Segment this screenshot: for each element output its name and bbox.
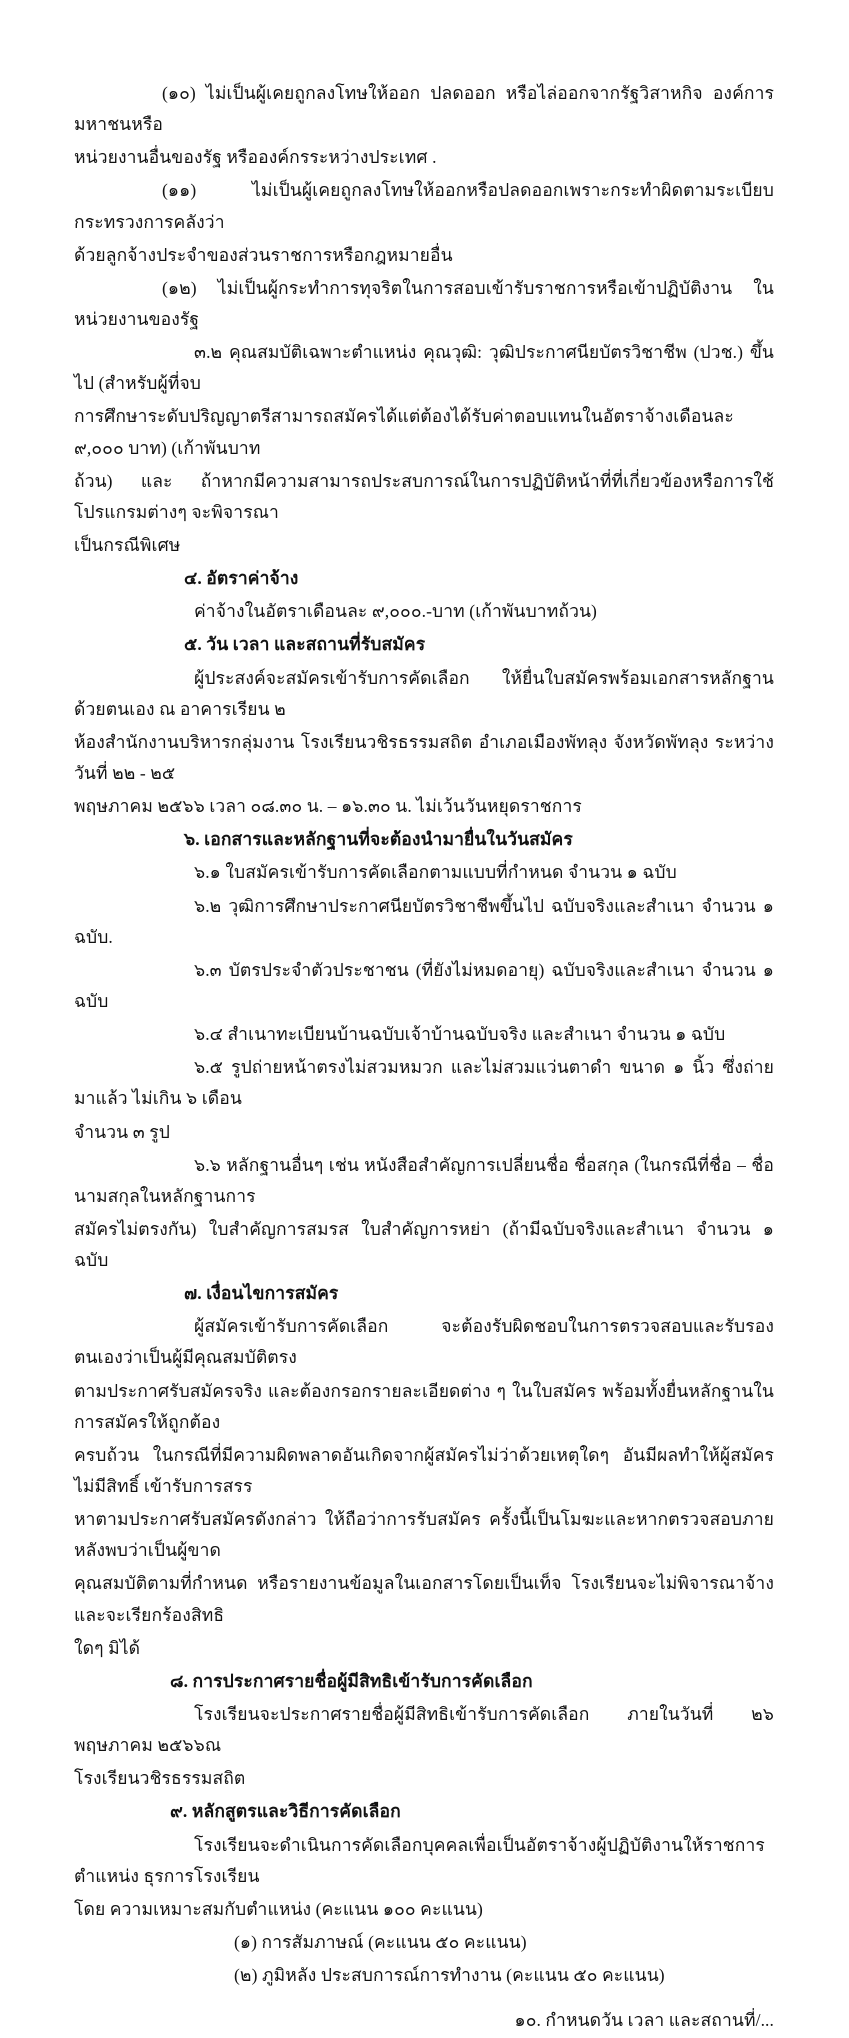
section-7-body-4: หาตามประกาศรับสมัครดังกล่าว ให้ถือว่าการรับสมัคร ครั้งนี้เป็นโมฆะและหากตรวจสอบภายหลังพบว่าเป็นผู้ขาด <box>74 1509 774 1561</box>
paragraph-item-11: (๑๑) ไม่เป็นผู้เคยถูกลงโทษให้ออกหรือปลดออกเพราะกระทำผิดตามระเบียบ กระทรวงการคลังว่า <box>74 180 774 232</box>
section-9-body-1: โรงเรียนจะดำเนินการคัดเลือกบุคคลเพื่อเป็นอัตราจ้างผู้ปฏิบัติงานให้ราชการ ตำแหน่ง ธุรการโรงเรียน <box>74 1834 765 1886</box>
section-7-body-3: ครบถ้วน ในกรณีที่มีความผิดพลาดอันเกิดจากผู้สมัครไม่ว่าด้วยเหตุใดๆ อันมีผลทำให้ผู้สมัครไม่มีสิทธิ์ เข้ารับการสรร <box>74 1444 774 1497</box>
section-5-heading: ๕. วัน เวลา และสถานที่รับสมัคร <box>184 634 426 655</box>
section-4-body: ค่าจ้างในอัตราเดือนละ ๙,๐๐๐.-บาท (เก้าพันบาทถ้วน) <box>194 601 597 622</box>
paragraph-item-10: (๑๐) ไม่เป็นผู้เคยถูกลงโทษให้ออก ปลดออก หรือไล่ออกจากรัฐวิสาหกิจ องค์การ มหาชนหรือ <box>74 83 774 135</box>
paragraph-item-3-2-cont-1: การศึกษาระดับปริญญาตรีสามารถสมัครได้แต่ต้องได้รับค่าตอบแทนในอัตราจ้างเดือนละ ๙,๐๐๐ บาท) (เก้าพันบาท <box>74 406 734 458</box>
paragraph-item-3-2-cont-2: ถ้วน) และ ถ้าหากมีความสามารถประสบการณ์ในการปฏิบัติหน้าที่ที่เกี่ยวข้องหรือการใช้โปรแกรมต่างๆ จะพิจารณา <box>74 470 774 522</box>
section-6-heading: ๖. เอกสารและหลักฐานที่จะต้องนำมายื่นในวันสมัคร <box>184 829 573 850</box>
section-6-item-6-cont: สมัครไม่ตรงกัน) ใบสำคัญการสมรส ใบสำคัญการหย่า (ถ้ามีฉบับจริงและสำเนา จำนวน ๑ ฉบับ <box>74 1218 774 1271</box>
section-9-item-1: (๑) การสัมภาษณ์ (คะแนน ๕๐ คะแนน) <box>234 1932 527 1953</box>
section-5-body-3: พฤษภาคม ๒๕๖๖ เวลา ๐๘.๓๐ น. – ๑๖.๓๐ น. ไม่เว้นวันหยุดราชการ <box>74 796 582 817</box>
paragraph-item-10-cont: หน่วยงานอื่นของรัฐ หรือองค์กรระหว่างประเทศ . <box>74 147 437 168</box>
section-7-heading: ๗. เงื่อนไขการสมัคร <box>184 1283 339 1304</box>
paragraph-item-12: (๑๒) ไม่เป็นผู้กระทำการทุจริตในการสอบเข้ารับราชการหรือเข้าปฏิบัติงาน ในหน่วยงานของรัฐ <box>74 277 774 329</box>
section-8-body-2: โรงเรียนวชิรธรรมสถิต <box>74 1768 246 1789</box>
section-9-body-2: โดย ความเหมาะสมกับตำแหน่ง (คะแนน ๑๐๐ คะแนน) <box>74 1898 483 1919</box>
section-9-item-2: (๒) ภูมิหลัง ประสบการณ์การทำงาน (คะแนน ๕๐ คะแนน) <box>234 1965 665 1986</box>
section-9-heading: ๙. หลักสูตรและวิธีการคัดเลือก <box>170 1801 401 1822</box>
section-7-body-2: ตามประกาศรับสมัครจริง และต้องกรอกรายละเอียดต่าง ๆ ในใบสมัคร พร้อมทั้งยื่นหลักฐานในการสมัครให้ถูกต้อง <box>74 1380 774 1432</box>
section-7-body-1: ผู้สมัครเข้ารับการคัดเลือก จะต้องรับผิดชอบในการตรวจสอบและรับรองตนเองว่าเป็นผู้มีคุณสมบัติตรง <box>74 1316 774 1368</box>
document-body <box>74 78 774 2038</box>
section-7-body-6: ใดๆ มิได้ <box>74 1637 141 1658</box>
paragraph-item-3-2: ๓.๒ คุณสมบัติเฉพาะตำแหน่ง คุณวุฒิ: วุฒิประกาศนียบัตรวิชาชีพ (ปวช.) ขึ้นไป (สำหรับผู้ที่จบ <box>74 342 774 394</box>
section-8-heading: ๘. การประกาศรายชื่อผู้มีสิทธิเข้ารับการคัดเลือก <box>170 1670 533 1691</box>
section-6-item-5: ๖.๕ รูปถ่ายหน้าตรงไม่สวมหมวก และไม่สวมแว่นตาดำ ขนาด ๑ นิ้ว ซึ่งถ่ายมาแล้ว ไม่เกิน ๖ เดือน <box>74 1057 774 1109</box>
section-5-body-1: ผู้ประสงค์จะสมัครเข้ารับการคัดเลือก ให้ยื่นใบสมัครพร้อมเอกสารหลักฐานด้วยตนเอง ณ อาคารเรียน ๒ <box>74 667 774 719</box>
section-4-heading: ๔. อัตราค่าจ้าง <box>184 568 299 589</box>
section-6-item-4: ๖.๔ สำเนาทะเบียนบ้านฉบับเจ้าบ้านฉบับจริง และสำเนา จำนวน ๑ ฉบับ <box>194 1024 726 1045</box>
section-5-body-2: ห้องสำนักงานบริหารกลุ่มงาน โรงเรียนวชิรธรรมสถิต อำเภอเมืองพัทลุง จังหวัดพัทลุง ระหว่าง วันที่ ๒๒ - ๒๕ <box>74 731 774 783</box>
section-6-item-3: ๖.๓ บัตรประจำตัวประชาชน (ที่ยังไม่หมดอายุ) ฉบับจริงและสำเนา จำนวน ๑ ฉบับ <box>74 959 774 1011</box>
section-6-item-6: ๖.๖ หลักฐานอื่นๆ เช่น หนังสือสำคัญการเปลี่ยนชื่อ ชื่อสกุล (ในกรณีที่ชื่อ – ชื่อนามสกุลในหลักฐานการ <box>74 1154 774 1206</box>
section-6-item-5-cont: จำนวน ๓ รูป <box>74 1121 170 1142</box>
section-6-item-2: ๖.๒ วุฒิการศึกษาประกาศนียบัตรวิชาชีพขึ้นไป ฉบับจริงและสำเนา จำนวน ๑ ฉบับ. <box>74 895 774 947</box>
paragraph-item-3-2-cont-3: เป็นกรณีพิเศษ <box>74 534 181 555</box>
page-footer-continuation: ๑๐. กำหนดวัน เวลา และสถานที่/... <box>514 2010 774 2031</box>
section-6-item-1: ๖.๑ ใบสมัครเข้ารับการคัดเลือกตามแบบที่กำหนด จำนวน ๑ ฉบับ <box>194 862 677 883</box>
paragraph-item-11-cont: ด้วยลูกจ้างประจำของส่วนราชการหรือกฎหมายอื่น <box>74 244 453 265</box>
section-8-body-1: โรงเรียนจะประกาศรายชื่อผู้มีสิทธิเข้ารับการคัดเลือก ภายในวันที่ ๒๖ พฤษภาคม ๒๕๖๖ณ <box>74 1704 774 1756</box>
section-7-body-5: คุณสมบัติตามที่กำหนด หรือรายงานข้อมูลในเอกสารโดยเป็นเท็จ โรงเรียนจะไม่พิจารณาจ้าง และจะเรียกร้องสิทธิ <box>74 1573 774 1625</box>
